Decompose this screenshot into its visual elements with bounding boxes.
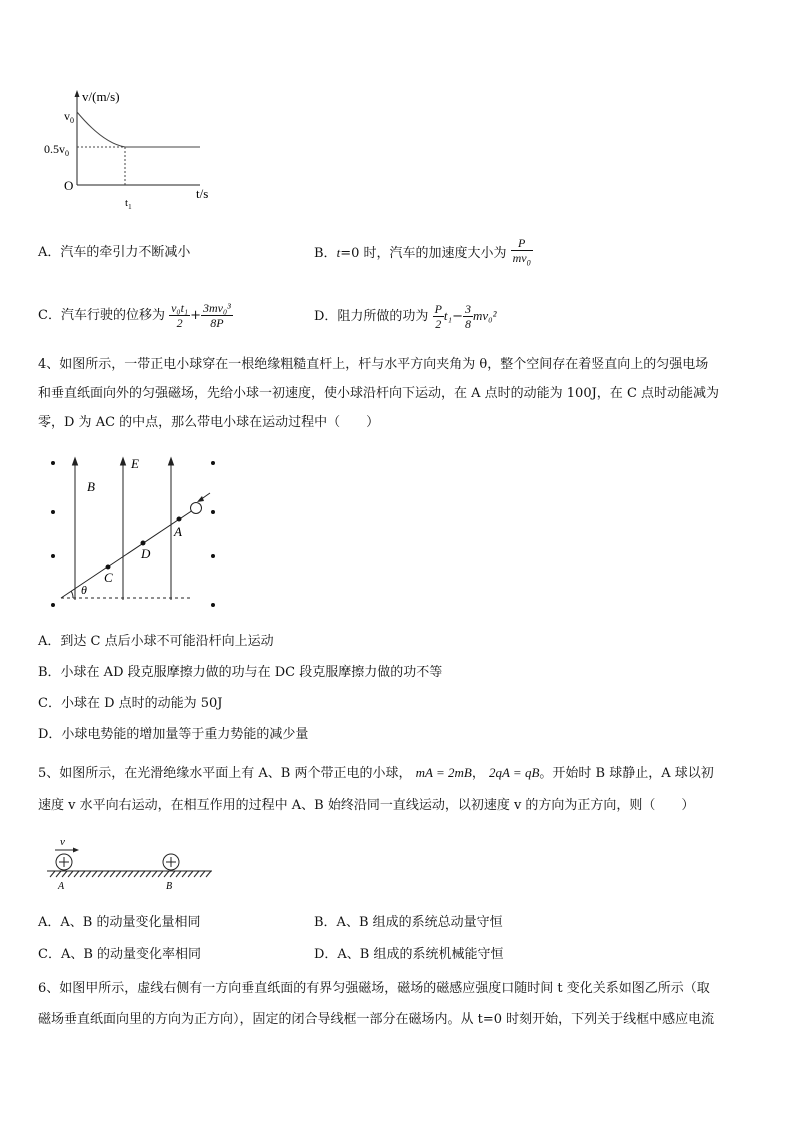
- q4-figure: [40, 450, 230, 615]
- q5-stem-line1: 5、如图所示，在光滑绝缘水平面上有 A、B 两个带正电的小球， mA = 2mB， 2qA = qB。开始时 B 球静止，A 球以初: [38, 765, 714, 781]
- decay-curve: [77, 112, 125, 147]
- label-a: A: [174, 524, 182, 539]
- label-a: A: [58, 881, 65, 892]
- y-axis-arrow: [75, 90, 80, 97]
- q4-option-a: A．到达 C 点后小球不可能沿杆向上运动: [38, 634, 274, 649]
- q3-option-a: A．汽车的牵引力不断减小: [38, 245, 191, 260]
- q5-option-c: C．A、B 的动量变化率相同: [38, 947, 202, 962]
- label-e: E: [131, 456, 139, 471]
- vt-graph: [30, 82, 230, 212]
- q4-stem-line3: 零，D 为 AC 的中点，那么带电小球在运动过程中（ ）: [38, 415, 380, 430]
- label-theta: θ: [81, 583, 87, 597]
- label-b: B: [87, 479, 95, 494]
- q4-stem-line1: 4、如图所示，一带正电小球穿在一根绝缘粗糙直杆上，杆与水平方向夹角为 θ，整个空间存在着竖直向上的匀强电场: [38, 357, 709, 372]
- q5-option-d: D．A、B 组成的系统机械能守恒: [314, 947, 504, 962]
- label-b: B: [166, 881, 173, 892]
- point-a: [177, 517, 182, 522]
- point-d: [141, 541, 146, 546]
- t1-label: $t_1$: [125, 197, 132, 211]
- label-v: v: [60, 836, 65, 848]
- charged-ball: [191, 503, 202, 514]
- ball-b: [163, 854, 179, 870]
- q5-option-a: A．A、B 的动量变化量相同: [38, 915, 201, 930]
- ground-hatching: [50, 871, 211, 877]
- q3-option-c: C．汽车行驶的位移为 $\frac{\text{v₀t₁}}{2}$ + $\frac{\text{3mv₀³}}{8P}$: [38, 301, 231, 330]
- y-axis-label: v/(m/s): [82, 89, 120, 104]
- point-c: [106, 565, 111, 570]
- q4-stem-line2: 和垂直纸面向外的匀强磁场，先给小球一初速度，使小球沿杆向下运动，在 A 点时的动能为 100J，在 C 点时动能减为: [38, 386, 720, 401]
- v0-label: $v_0$: [64, 109, 74, 125]
- label-c: C: [104, 570, 113, 585]
- q4-option-b: B．小球在 AD 段克服摩擦力做的功与在 DC 段克服摩擦力做的功不等: [38, 665, 443, 680]
- origin-label: O: [64, 178, 74, 193]
- q4-option-d: D．小球电势能的增加量等于重力势能的减少量: [38, 727, 309, 742]
- q3-option-d: D．阻力所做的功为 $\frac{P}{2}$ t₁− $\frac{3}{8}$ mv₀²: [314, 302, 497, 331]
- q5-stem-line2: 速度 v 水平向右运动，在相互作用的过程中 A、B 始终沿同一直线运动，以初速度 v 的方向为正方向，则（ ）: [38, 798, 695, 813]
- q6-stem-line1: 6、如图甲所示，虚线右侧有一方向垂直纸面的有界匀强磁场，磁场的磁感应强度口随时间 t 变化关系如图乙所示（取: [38, 981, 710, 996]
- label-d: D: [141, 546, 151, 561]
- q3-b-fraction: $\frac{P}{mv_0}$: [512, 236, 531, 268]
- magnetic-field-dots: [51, 461, 215, 607]
- x-axis-label: t/s: [196, 186, 209, 201]
- q3-option-b: B．t=0 时，汽车的加速度大小为 $\frac{P}{mv_0}$: [314, 235, 533, 272]
- ball-a: [56, 854, 72, 870]
- half-v0-label: $0.5v_0$: [44, 142, 69, 158]
- q6-stem-line2: 磁场垂直纸面向里的方向为正方向），固定的闭合导线框一部分在磁场内。从 t=0 时刻开始，下列关于线框中感应电流: [38, 1012, 715, 1027]
- angle-arc: [71, 591, 73, 598]
- q4-option-c: C．小球在 D 点时的动能为 50J: [38, 696, 223, 711]
- q5-option-b: B．A、B 组成的系统总动量守恒: [314, 915, 503, 930]
- q5-figure: [42, 834, 222, 896]
